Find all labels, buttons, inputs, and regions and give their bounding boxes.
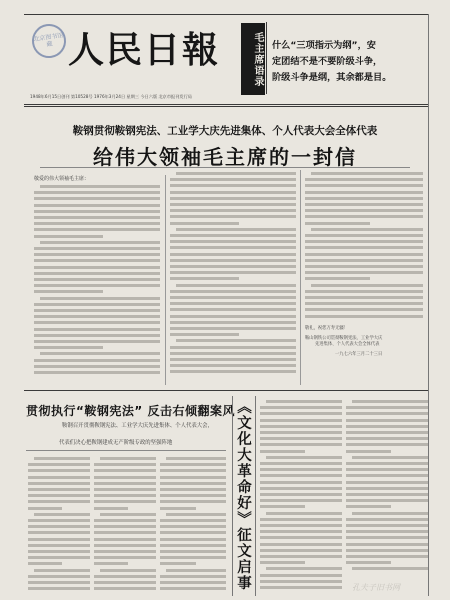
newspaper-masthead: 人民日報	[68, 29, 221, 71]
text-line	[170, 308, 296, 311]
text-line	[170, 222, 239, 225]
text-line	[346, 406, 428, 409]
text-line	[260, 499, 342, 502]
text-line	[170, 184, 296, 187]
text-line	[160, 550, 226, 553]
text-line	[170, 271, 296, 274]
text-line	[260, 425, 342, 428]
text-line	[34, 346, 103, 349]
stamp-text: 北京图书馆藏	[33, 31, 64, 49]
text-line	[346, 419, 428, 422]
text-line	[260, 524, 342, 527]
text-line	[28, 538, 90, 541]
lead-title-underline	[40, 167, 410, 168]
column-divider	[165, 175, 166, 385]
text-line	[346, 425, 428, 428]
text-line	[34, 334, 160, 337]
text-line	[260, 406, 342, 409]
text-line	[34, 321, 160, 324]
text-line	[160, 575, 226, 578]
text-line	[94, 469, 156, 472]
text-line	[260, 530, 342, 533]
text-line	[160, 562, 196, 565]
text-line	[346, 450, 391, 453]
text-line	[94, 488, 156, 491]
text-line	[170, 296, 296, 299]
text-line	[305, 234, 423, 237]
text-line	[100, 457, 156, 460]
text-line	[260, 431, 342, 434]
text-line	[28, 575, 90, 578]
text-line	[346, 561, 391, 564]
text-line	[346, 487, 428, 490]
text-line	[266, 456, 342, 459]
text-line	[170, 346, 296, 349]
text-line	[346, 499, 428, 502]
text-line	[94, 556, 156, 559]
text-line	[160, 531, 226, 534]
text-line	[260, 555, 342, 558]
text-line	[160, 556, 226, 559]
article-column-1	[28, 455, 90, 593]
text-line	[260, 543, 342, 546]
text-line	[305, 259, 423, 262]
text-line	[34, 235, 103, 238]
text-line	[176, 172, 296, 175]
letter-column-1	[34, 183, 160, 378]
text-line	[305, 222, 370, 225]
text-line	[160, 488, 226, 491]
text-line	[311, 172, 423, 175]
text-line	[160, 469, 226, 472]
text-line	[305, 265, 423, 268]
text-line	[160, 587, 226, 590]
text-line	[346, 555, 428, 558]
text-line	[260, 474, 342, 477]
text-line	[311, 228, 423, 231]
article-subtitle-2: 代表们决心把鞍钢建成无产阶级专政的坚强阵地	[59, 440, 173, 446]
text-line	[28, 488, 90, 491]
text-line	[94, 494, 156, 497]
text-line	[170, 352, 296, 355]
text-line	[28, 500, 90, 503]
text-line	[346, 468, 428, 471]
notice-column-2	[346, 398, 428, 576]
text-line	[305, 240, 423, 243]
text-line	[28, 519, 90, 522]
text-line	[176, 228, 296, 231]
text-line	[305, 191, 423, 194]
text-line	[94, 531, 156, 534]
text-line	[28, 507, 62, 510]
text-line	[28, 469, 90, 472]
text-line	[28, 587, 90, 590]
masthead-divider	[24, 104, 428, 105]
text-line	[170, 253, 296, 256]
text-line	[170, 215, 296, 218]
text-line	[305, 315, 423, 318]
text-line	[94, 519, 156, 522]
text-line	[170, 240, 296, 243]
text-line	[34, 303, 160, 306]
text-line	[94, 587, 156, 590]
article-header-underline	[26, 450, 226, 451]
article-title: 贯彻执行“鞍钢宪法” 反击右倾翻案风	[26, 404, 235, 418]
chairman-quote	[272, 38, 442, 86]
text-line	[34, 216, 160, 219]
text-line	[346, 462, 428, 465]
text-line	[170, 203, 296, 206]
article-column-2	[94, 455, 156, 593]
text-line	[160, 538, 226, 541]
closing-signature-1: 鞍山钢铁公司贯彻鞍钢宪法、工业学大庆	[305, 336, 383, 342]
text-line	[170, 265, 296, 268]
text-line	[94, 463, 156, 466]
closing-salute: 敬礼，祝您万寿无疆！	[305, 326, 348, 331]
text-line	[170, 370, 296, 373]
article-column-3	[160, 455, 226, 593]
text-line	[94, 476, 156, 479]
text-line	[28, 494, 90, 497]
text-line	[170, 191, 296, 194]
text-line	[346, 443, 428, 446]
text-line	[266, 567, 342, 570]
text-line	[260, 536, 342, 539]
text-line	[305, 296, 423, 299]
text-line	[160, 463, 226, 466]
section-divider	[24, 390, 428, 391]
text-line	[28, 525, 90, 528]
text-line	[346, 412, 428, 415]
text-line	[34, 253, 160, 256]
text-line	[94, 525, 156, 528]
text-line	[305, 308, 423, 311]
text-line	[346, 493, 428, 496]
quote-line: 什么“三项指示为纲”，安	[272, 40, 376, 51]
letter-salutation: 敬爱的伟大领袖毛主席：	[34, 176, 90, 182]
text-line	[34, 259, 160, 262]
text-line	[28, 476, 90, 479]
right-border	[428, 14, 429, 596]
text-line	[34, 457, 90, 460]
text-line	[160, 494, 226, 497]
text-line	[260, 586, 342, 589]
text-line	[34, 210, 160, 213]
text-line	[40, 297, 160, 300]
text-line	[34, 272, 160, 275]
text-line	[94, 482, 156, 485]
text-line	[94, 575, 156, 578]
text-line	[305, 290, 423, 293]
text-line	[352, 567, 428, 570]
top-border	[24, 14, 428, 15]
text-line	[94, 550, 156, 553]
text-line	[260, 481, 342, 484]
text-line	[28, 556, 90, 559]
text-line	[34, 340, 160, 343]
text-line	[34, 371, 160, 374]
column-divider	[300, 170, 301, 385]
text-line	[160, 525, 226, 528]
text-line	[40, 241, 160, 244]
text-line	[160, 544, 226, 547]
text-line	[34, 284, 160, 287]
text-line	[160, 476, 226, 479]
text-line	[40, 352, 160, 355]
text-line	[34, 309, 160, 312]
text-line	[305, 209, 423, 212]
text-line	[260, 437, 342, 440]
text-line	[34, 204, 160, 207]
text-line	[260, 561, 305, 564]
text-line	[266, 400, 342, 403]
text-line	[346, 524, 428, 527]
text-line	[266, 512, 342, 515]
letter-closing	[305, 326, 425, 358]
text-line	[346, 543, 428, 546]
text-line	[170, 246, 296, 249]
text-line	[34, 569, 90, 572]
text-line	[170, 234, 296, 237]
text-line	[160, 507, 196, 510]
text-line	[94, 538, 156, 541]
text-line	[346, 549, 428, 552]
text-line	[100, 569, 156, 572]
text-line	[170, 197, 296, 200]
text-line	[352, 512, 428, 515]
text-line	[260, 450, 305, 453]
text-line	[34, 266, 160, 269]
text-line	[305, 253, 423, 256]
text-line	[260, 487, 342, 490]
text-line	[305, 302, 423, 305]
text-line	[260, 443, 342, 446]
text-line	[346, 481, 428, 484]
text-line	[170, 321, 296, 324]
text-line	[34, 290, 103, 293]
text-line	[176, 339, 296, 342]
text-line	[311, 284, 423, 287]
text-line	[346, 437, 428, 440]
text-line	[170, 277, 239, 280]
text-line	[305, 178, 423, 181]
text-line	[260, 468, 342, 471]
text-line	[34, 191, 160, 194]
closing-signature-2: 先进集体、个人代表大会全体代表	[315, 342, 380, 348]
text-line	[170, 290, 296, 293]
text-line	[260, 580, 342, 583]
text-line	[34, 278, 160, 281]
letter-column-3	[305, 170, 423, 320]
quote-line: 阶级斗争是纲，其余都是目。	[272, 72, 392, 83]
text-line	[346, 505, 391, 508]
text-line	[260, 518, 342, 521]
text-line	[160, 482, 226, 485]
text-line	[40, 185, 160, 188]
text-line	[305, 271, 423, 274]
text-line	[28, 544, 90, 547]
text-line	[166, 513, 226, 516]
text-line	[160, 581, 226, 584]
text-line	[166, 457, 226, 460]
text-line	[346, 518, 428, 521]
text-line	[160, 519, 226, 522]
lead-title: 给伟大领袖毛主席的一封信	[93, 145, 357, 169]
text-line	[260, 412, 342, 415]
text-line	[170, 209, 296, 212]
quote-line: 定团结不是不要阶级斗争，	[272, 56, 383, 67]
text-line	[260, 419, 342, 422]
text-line	[352, 400, 428, 403]
text-line	[94, 581, 156, 584]
text-line	[305, 277, 370, 280]
quote-separator	[266, 22, 267, 94]
letter-column-2	[170, 170, 296, 378]
text-line	[260, 549, 342, 552]
text-line	[305, 203, 423, 206]
lead-subtitle: 鞍钢贯彻鞍钢宪法、工业学大庆先进集体、个人代表大会全体代表	[72, 125, 378, 137]
text-line	[260, 505, 305, 508]
masthead-divider-2	[24, 106, 428, 107]
text-line	[34, 315, 160, 318]
text-line	[166, 569, 226, 572]
text-line	[176, 284, 296, 287]
text-line	[34, 328, 160, 331]
text-line	[170, 302, 296, 305]
article-subtitle-1: 鞍钢召开贯彻鞍钢宪法、工业学大庆先进集体、个人代表大会，	[62, 423, 213, 429]
text-line	[34, 228, 160, 231]
notice-title: 《文化大革命好》征文启事	[235, 399, 251, 591]
text-line	[34, 365, 160, 368]
text-line	[352, 456, 428, 459]
text-line	[346, 431, 428, 434]
text-line	[346, 474, 428, 477]
text-line	[34, 247, 160, 250]
text-line	[94, 507, 128, 510]
text-line	[34, 197, 160, 200]
text-line	[170, 364, 296, 367]
text-line	[28, 482, 90, 485]
text-line	[305, 184, 423, 187]
text-line	[170, 333, 239, 336]
notice-column-1	[260, 398, 342, 593]
text-line	[94, 500, 156, 503]
text-line	[28, 550, 90, 553]
text-line	[34, 513, 90, 516]
text-line	[34, 359, 160, 362]
text-line	[28, 562, 62, 565]
text-line	[28, 581, 90, 584]
text-line	[170, 315, 296, 318]
text-line	[346, 536, 428, 539]
text-line	[346, 530, 428, 533]
text-line	[100, 513, 156, 516]
text-line	[260, 574, 342, 577]
text-line	[94, 544, 156, 547]
text-line	[170, 178, 296, 181]
dateline: 1948年6月15日创刊 第10528号 1976年3月24日 星期三 今日六版 北京市报刊发行局	[30, 94, 192, 99]
text-line	[28, 531, 90, 534]
text-line	[170, 327, 296, 330]
library-stamp	[30, 22, 68, 60]
watermark: 孔夫子旧书网	[352, 583, 400, 592]
text-line	[260, 493, 342, 496]
text-line	[28, 463, 90, 466]
text-line	[260, 462, 342, 465]
text-line	[160, 500, 226, 503]
text-line	[305, 197, 423, 200]
text-line	[305, 246, 423, 249]
text-line	[305, 215, 423, 218]
text-line	[94, 562, 128, 565]
text-line	[170, 259, 296, 262]
text-line	[170, 358, 296, 361]
quote-box-label: 毛主席语录	[241, 23, 265, 95]
closing-date: 一九七六年三月二十三日	[335, 351, 383, 357]
text-line	[34, 222, 160, 225]
